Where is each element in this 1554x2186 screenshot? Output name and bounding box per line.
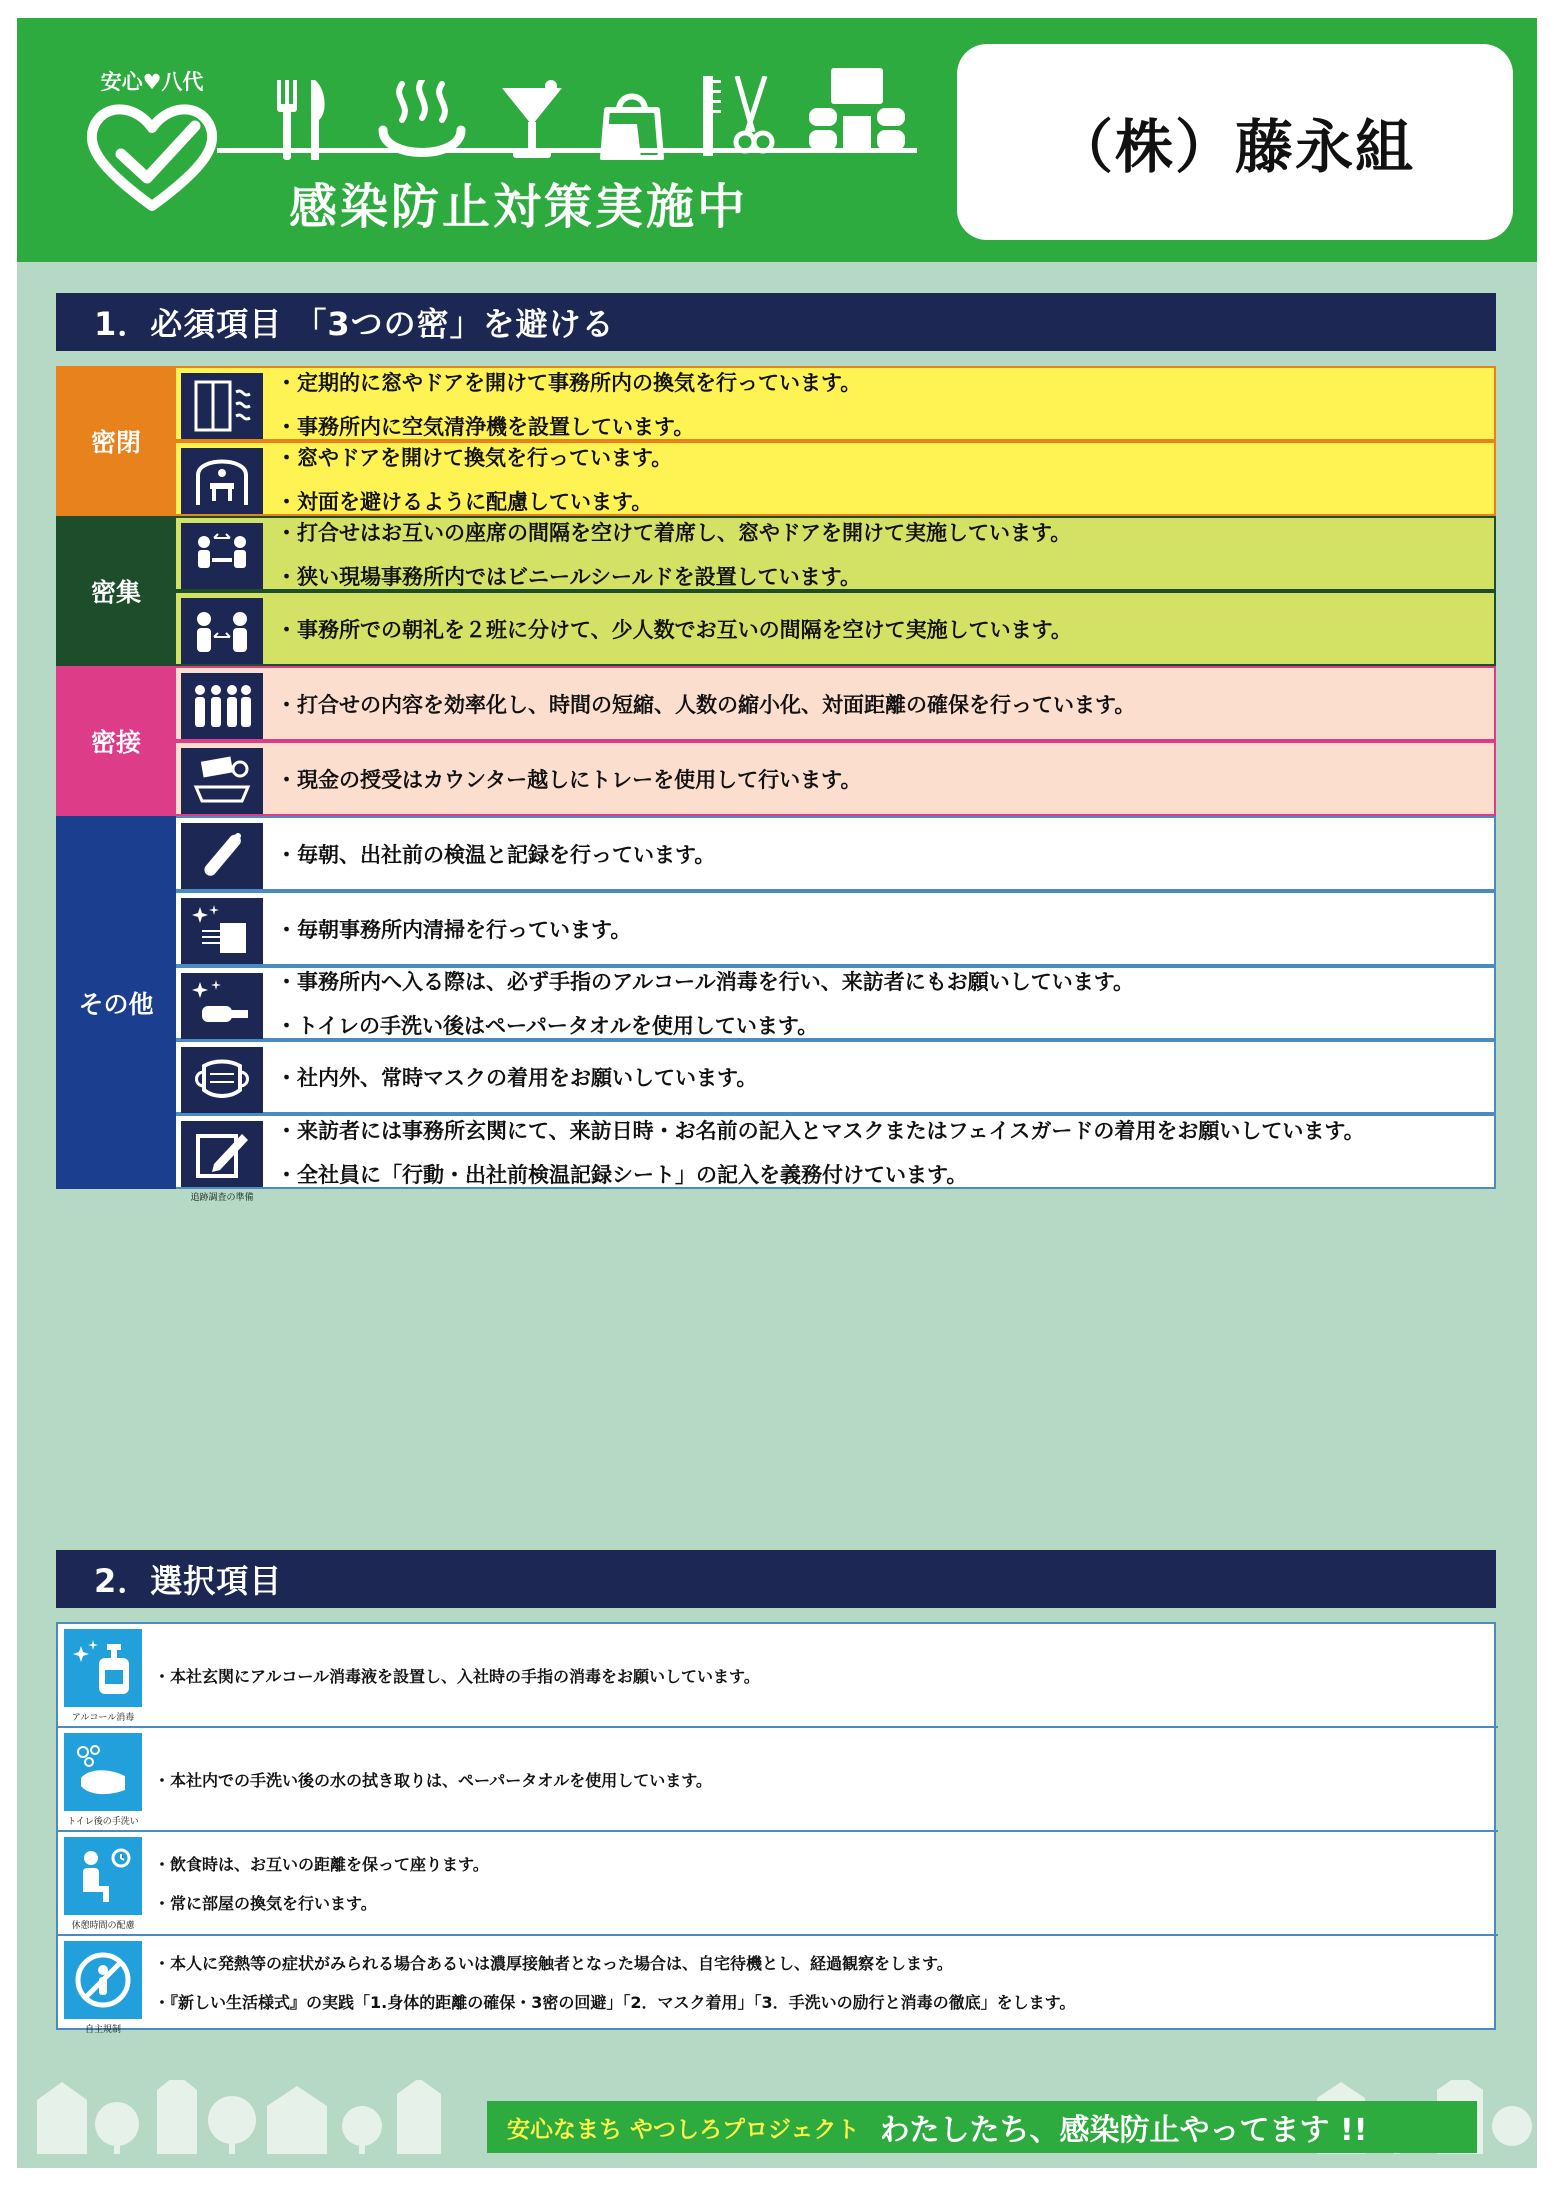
measure-text: ・事務所内に空気清浄機を設置しています。	[276, 414, 695, 439]
thermometer-icon	[181, 823, 263, 889]
measure-text: ・対面を避けるように配慮しています。	[276, 489, 653, 514]
face-to-face-icon	[181, 523, 263, 589]
measure-text: ・毎朝、出社前の検温と記録を行っています。	[276, 842, 716, 867]
required-row	[176, 366, 1496, 441]
measure-text: ・常に部屋の換気を行います。	[154, 1894, 377, 1913]
mask-icon	[181, 1047, 263, 1113]
comb-scissors-icon	[697, 76, 777, 156]
row-text	[154, 1624, 760, 1726]
row-text	[276, 518, 1071, 589]
row-text	[276, 1116, 1365, 1187]
hand-wash-icon	[181, 973, 263, 1039]
measure-text: ・打合せはお互いの座席の間隔を空けて着席し、窓やドアを開けて実施しています。	[276, 520, 1072, 545]
category-0: 密閉	[56, 366, 176, 516]
section2-heading: 2．選択項目	[56, 1550, 1496, 1608]
category-3: その他	[56, 816, 176, 1189]
icon-caption: トイレ後の手洗い	[67, 1817, 139, 1827]
measure-text: ・毎朝事務所内清掃を行っています。	[276, 917, 632, 942]
rest-time-icon	[64, 1837, 142, 1915]
measure-text: ・本社内での手洗い後の水の拭き取りは、ペーパータオルを使用しています。	[154, 1770, 712, 1790]
measure-text: ・事務所内へ入る際は、必ず手指のアルコール消毒を行い、来訪者にもお願いしています。	[276, 970, 1135, 994]
self-restraint-icon	[64, 1941, 142, 2019]
heart-check-icon	[77, 96, 227, 216]
alcohol-bottle-icon	[64, 1629, 142, 1707]
window-ventilation-icon	[181, 373, 263, 439]
measure-text: ・窓やドアを開けて換気を行っています。	[276, 445, 673, 470]
karaoke-room-icon	[807, 68, 907, 158]
required-row	[176, 1040, 1496, 1114]
row-text	[276, 968, 1134, 1038]
required-row	[176, 891, 1496, 966]
required-items-table	[56, 366, 1496, 1203]
measure-text: ・本社玄関にアルコール消毒液を設置し、入社時の手指の消毒をお願いしています。	[154, 1666, 760, 1686]
washing-hands-icon	[64, 1733, 142, 1811]
company-name: （株）藤永組	[1054, 113, 1415, 181]
measure-text: ・事務所での朝礼を２班に分けて、少人数でお互いの間隔を空けて実施しています。	[276, 617, 1072, 642]
page-title: 感染防止対策実施中	[289, 179, 749, 235]
row-text	[154, 1936, 1075, 2028]
required-row	[176, 516, 1496, 591]
required-row	[176, 666, 1496, 741]
avoid-contact-icon	[181, 673, 263, 739]
measure-text: ・全社員に「行動・出社前検温記録シート」の記入を義務付けています。	[276, 1162, 968, 1187]
row-text	[276, 668, 1135, 739]
required-row	[176, 741, 1496, 816]
icon-caption: アルコール消毒	[71, 1713, 135, 1723]
icon-caption: 自主規制	[84, 2025, 121, 2035]
measure-text: ・打合せの内容を効率化し、時間の短縮、人数の縮小化、対面距離の確保を行っています。	[276, 692, 1136, 717]
required-row	[176, 816, 1496, 891]
row-text	[276, 1042, 757, 1112]
row-text	[276, 368, 861, 439]
section1-heading: 1．必須項目 「3つの密」を避ける	[56, 293, 1496, 351]
header-divider	[217, 148, 917, 153]
row-text	[276, 443, 672, 514]
slogan: わたしたち、感染防止やってます !!	[879, 2113, 1368, 2148]
measure-text: ・定期的に窓やドアを開けて事務所内の換気を行っています。	[276, 370, 862, 395]
header-band	[17, 18, 1537, 262]
icon-caption: 追跡調査の準備	[190, 1193, 254, 1203]
measure-text: ・現金の授受はカウンター越しにトレーを使用して行います。	[276, 767, 862, 792]
row-text	[154, 1728, 712, 1830]
footer-banner	[487, 2101, 1477, 2153]
required-row	[176, 966, 1496, 1040]
company-name-box	[957, 44, 1513, 240]
tracing-form-icon	[181, 1121, 263, 1187]
optional-row	[58, 1728, 1498, 1832]
optional-items-table	[56, 1622, 1496, 2035]
icon-caption: 休憩時間の配慮	[71, 1921, 135, 1931]
required-row	[176, 591, 1496, 666]
measure-text: ・社内外、常時マスクの着用をお願いしています。	[276, 1066, 758, 1090]
row-text	[154, 1832, 489, 1934]
measure-text: ・本人に発熱等の症状がみられる場合あるいは濃厚接触者となった場合は、自宅待機とし、経過観察をします。	[154, 1954, 953, 1973]
category-1: 密集	[56, 516, 176, 666]
venue-icons	[267, 60, 927, 170]
measure-text: ・トイレの手洗い後はペーパータオルを使用しています。	[276, 1014, 819, 1038]
anshin-yatsushiro-logo	[77, 66, 227, 226]
poster	[17, 18, 1537, 2168]
required-row	[176, 1114, 1496, 1203]
row-text	[276, 743, 861, 814]
required-row	[176, 441, 1496, 516]
logo-text: 安心♥八代	[100, 70, 204, 94]
measure-text: ・来訪者には事務所玄関にて、来訪日時・お名前の記入とマスクまたはフェイスガードの着用をお願いしています。	[276, 1118, 1365, 1143]
measure-text: ・狭い現場事務所内ではビニールシールドを設置しています。	[276, 564, 861, 589]
row-text	[276, 893, 631, 964]
measure-text: ・飲食時は、お互いの距離を保って座ります。	[154, 1855, 489, 1874]
cleaning-icon	[181, 898, 263, 964]
row-text	[276, 593, 1072, 664]
cash-tray-icon	[181, 748, 263, 814]
project-name: 安心なまち やつしろプロジェクト	[507, 2116, 860, 2143]
row-text	[276, 818, 715, 889]
optional-row	[58, 1624, 1498, 1728]
optional-row	[58, 1936, 1498, 2035]
optional-row	[58, 1832, 1498, 1936]
category-2: 密接	[56, 666, 176, 816]
distance-icon	[181, 598, 263, 664]
measure-text: ・『新しい生活様式』の実践「1.身体的距離の確保・3密の回避」「2．マスク着用」「3．手洗いの励行と消毒の徹底」をします。	[154, 1993, 1076, 2012]
private-room-icon	[181, 448, 263, 514]
